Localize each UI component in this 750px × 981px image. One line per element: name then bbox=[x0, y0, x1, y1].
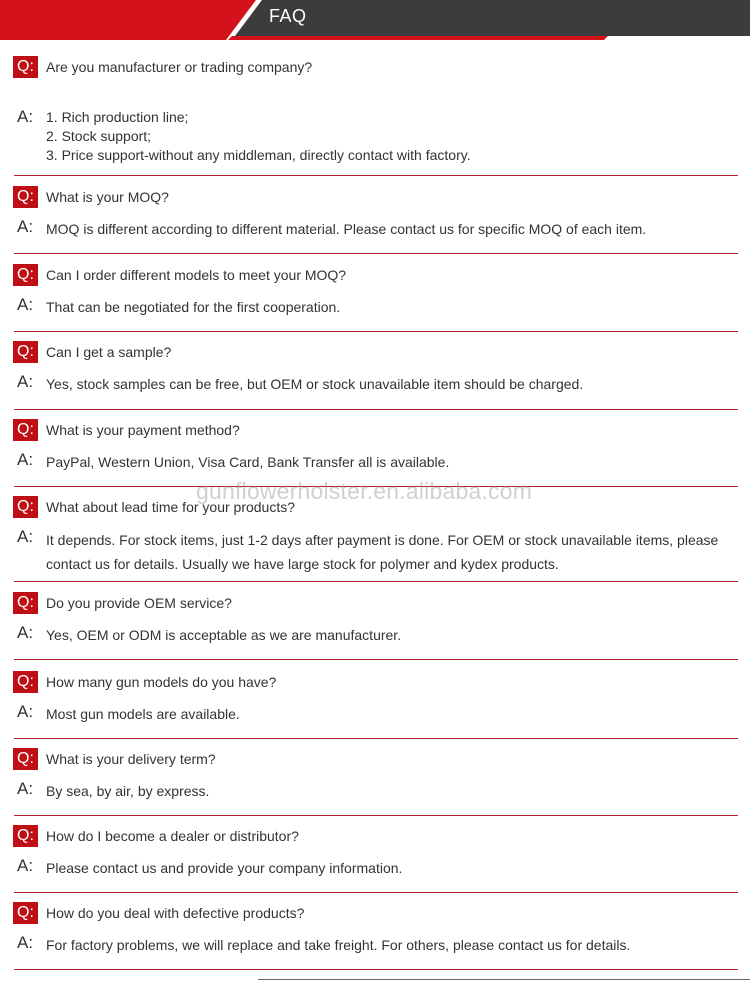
answer-text bbox=[46, 858, 726, 878]
question-badge: Q: bbox=[13, 264, 38, 286]
answer-label: A: bbox=[17, 372, 34, 391]
question-text: What is your delivery term? bbox=[46, 751, 216, 767]
question-text: How many gun models do you have? bbox=[46, 674, 277, 690]
question-text: What is your MOQ? bbox=[46, 189, 169, 205]
faq-divider bbox=[14, 659, 738, 660]
answer-label: A: bbox=[17, 702, 34, 721]
question-badge: Q: bbox=[13, 341, 38, 363]
bottom-rule bbox=[258, 979, 750, 980]
faq-divider bbox=[14, 969, 738, 970]
answer-label: A: bbox=[17, 623, 34, 642]
answer-line: That can be negotiated for the first cooperation. bbox=[46, 299, 341, 315]
answer-line: Most gun models are available. bbox=[46, 706, 240, 722]
faq-divider bbox=[14, 175, 738, 176]
header-red-underline bbox=[228, 36, 608, 40]
answer-line: contact us for details. Usually we have large stock for polymer and kydex products. bbox=[46, 556, 559, 572]
question-badge: Q: bbox=[13, 419, 38, 441]
question-text: How do I become a dealer or distributor? bbox=[46, 828, 299, 844]
answer-line: By sea, by air, by express. bbox=[46, 783, 210, 799]
answer-label: A: bbox=[17, 295, 34, 314]
faq-divider bbox=[14, 409, 738, 410]
question-badge: Q: bbox=[13, 748, 38, 770]
answer-text bbox=[46, 781, 726, 801]
question-badge: Q: bbox=[13, 186, 38, 208]
faq-divider bbox=[14, 815, 738, 816]
answer-label: A: bbox=[17, 107, 34, 126]
answer-line: MOQ is different according to different material. Please contact us for specific MOQ of each item. bbox=[46, 221, 647, 237]
answer-line: Yes, OEM or ODM is acceptable as we are manufacturer. bbox=[46, 627, 402, 643]
question-badge: Q: bbox=[13, 592, 38, 614]
answer-line: It depends. For stock items, just 1-2 days after payment is done. For OEM or stock unavailable items, please bbox=[46, 532, 719, 548]
answer-label: A: bbox=[17, 527, 34, 546]
faq-divider bbox=[14, 581, 738, 582]
faq-divider bbox=[14, 738, 738, 739]
question-text: Can I order different models to meet your MOQ? bbox=[46, 267, 347, 283]
header-dark-bar bbox=[232, 0, 750, 40]
answer-text bbox=[46, 374, 726, 394]
answer-text bbox=[46, 452, 726, 472]
question-badge: Q: bbox=[13, 496, 38, 518]
question-badge: Q: bbox=[13, 671, 38, 693]
answer-text bbox=[46, 528, 726, 576]
question-text: Are you manufacturer or trading company? bbox=[46, 59, 313, 75]
answer-label: A: bbox=[17, 450, 34, 469]
question-badge: Q: bbox=[13, 902, 38, 924]
answer-text bbox=[46, 219, 726, 239]
question-text: Can I get a sample? bbox=[46, 344, 172, 360]
answer-line: PayPal, Western Union, Visa Card, Bank Transfer all is available. bbox=[46, 454, 450, 470]
question-badge: Q: bbox=[13, 56, 38, 78]
answer-label: A: bbox=[17, 779, 34, 798]
answer-text bbox=[46, 704, 726, 724]
page-title: FAQ bbox=[269, 6, 307, 26]
faq-divider bbox=[14, 892, 738, 893]
faq-divider bbox=[14, 331, 738, 332]
header-banner-shape bbox=[0, 0, 750, 40]
question-text: How do you deal with defective products? bbox=[46, 905, 305, 921]
faq-divider bbox=[14, 253, 738, 254]
answer-text bbox=[46, 297, 726, 317]
answer-line: Please contact us and provide your company information. bbox=[46, 860, 403, 876]
faq-header-banner bbox=[0, 0, 750, 40]
answer-label: A: bbox=[17, 933, 34, 952]
answer-label: A: bbox=[17, 856, 34, 875]
answer-line: 2. Stock support; bbox=[46, 128, 152, 144]
answer-line: 3. Price support-without any middleman, directly contact with factory. bbox=[46, 147, 471, 163]
answer-text bbox=[46, 935, 726, 955]
answer-line: For factory problems, we will replace and take freight. For others, please contact us for details. bbox=[46, 937, 631, 953]
answer-text bbox=[46, 108, 726, 165]
header-red-bar bbox=[0, 0, 256, 40]
question-badge: Q: bbox=[13, 825, 38, 847]
question-text: Do you provide OEM service? bbox=[46, 595, 232, 611]
answer-line: 1. Rich production line; bbox=[46, 109, 189, 125]
watermark-text: gunflowerholster.en.alibaba.com bbox=[196, 478, 533, 504]
answer-text bbox=[46, 625, 726, 645]
answer-label: A: bbox=[17, 217, 34, 236]
answer-line: Yes, stock samples can be free, but OEM or stock unavailable item should be charged. bbox=[46, 376, 584, 392]
question-text: What is your payment method? bbox=[46, 422, 240, 438]
question-text: What about lead time for your products? bbox=[46, 499, 296, 515]
